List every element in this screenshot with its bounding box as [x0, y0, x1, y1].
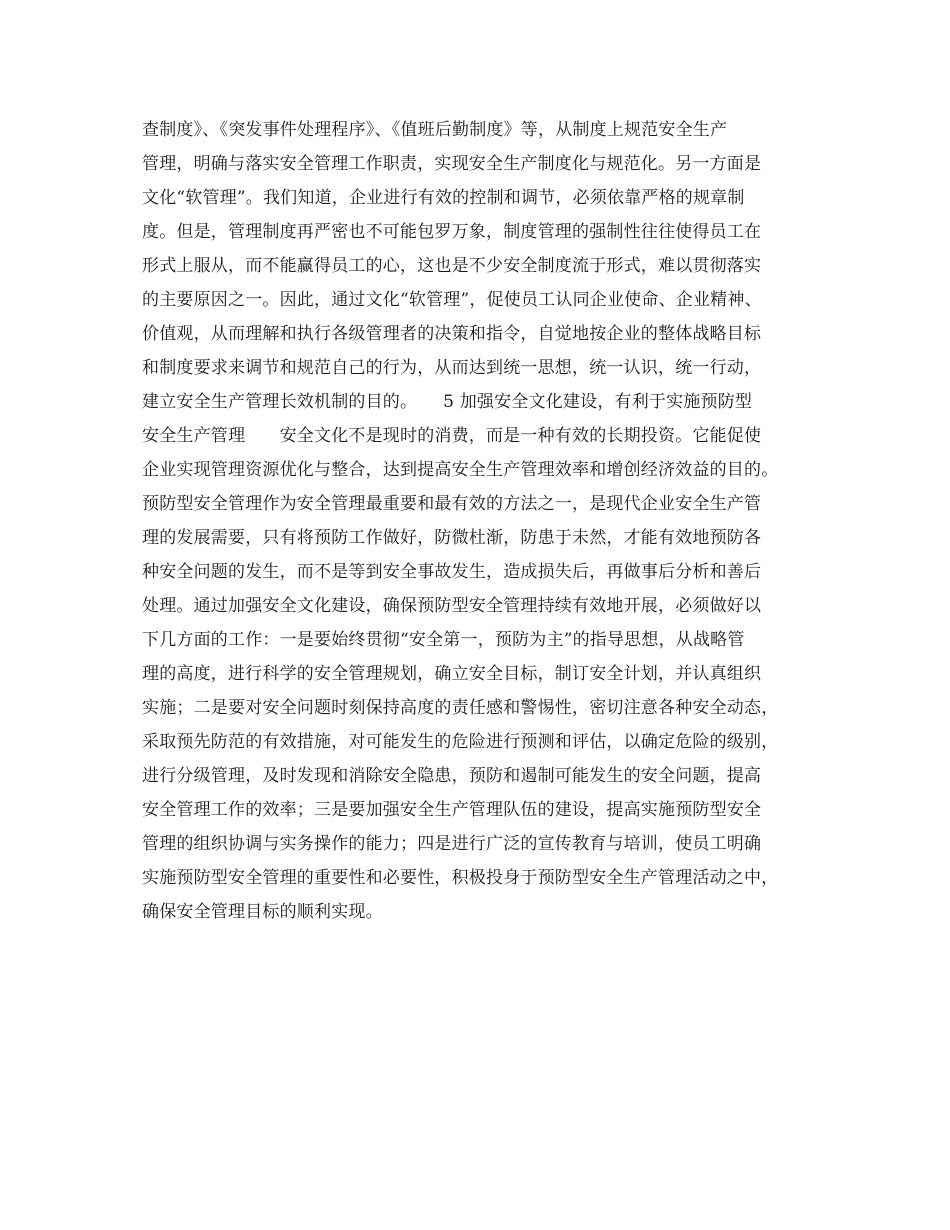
text-line: 理的高度，进行科学的安全管理规划，确立安全目标，制订安全计划，并认真组织: [142, 664, 762, 684]
text-line: 实施预防型安全管理的重要性和必要性，积极投身于预防型安全生产管理活动之中，: [142, 868, 779, 888]
text-line: 采取预先防范的有效措施，对可能发生的危险进行预测和评估，以确定危险的级别，: [142, 732, 779, 752]
text-line: 价值观，从而理解和执行各级管理者的决策和指令，自觉地按企业的整体战略目标: [142, 324, 762, 344]
text-line: 安全管理工作的效率；三是要加强安全生产管理队伍的建设，提高实施预防型安全: [142, 800, 762, 820]
text-line: 文化“软管理”。我们知道，企业进行有效的控制和调节，必须依靠严格的规章制: [142, 188, 745, 208]
body-text: [142, 113, 832, 929]
text-line: 管理，明确与落实安全管理工作职责，实现安全生产制度化与规范化。另一方面是: [142, 154, 762, 174]
text-line: 管理的组织协调与实务操作的能力；四是进行广泛的宣传教育与培训，使员工明确: [142, 834, 762, 854]
text-line: 实施；二是要对安全问题时刻保持高度的责任感和警惕性，密切注意各种安全动态，: [142, 698, 779, 718]
text-line: 安全生产管理 安全文化不是现时的消费，而是一种有效的长期投资。它能促使: [142, 426, 762, 446]
text-line: 和制度要求来调节和规范自己的行为，从而达到统一思想，统一认识，统一行动，: [142, 358, 762, 378]
text-line: 处理。通过加强安全文化建设，确保预防型安全管理持续有效地开展，必须做好以: [142, 596, 762, 616]
text-line: 下几方面的工作：一是要始终贯彻“安全第一，预防为主”的指导思想，从战略管: [142, 630, 745, 650]
text-line: 确保安全管理目标的顺利实现。: [142, 902, 383, 922]
text-line: 度。但是，管理制度再严密也不可能包罗万象，制度管理的强制性往往使得员工在: [142, 222, 762, 242]
text-line: 理的发展需要，只有将预防工作做好，防微杜渐，防患于未然，才能有效地预防各: [142, 528, 762, 548]
text-line: 查制度》、《突发事件处理程序》、《值班后勤制度》等，从制度上规范安全生产: [142, 120, 728, 140]
text-line: 种安全问题的发生，而不是等到安全事故发生，造成损失后，再做事后分析和善后: [142, 562, 762, 582]
text-line: 形式上服从，而不能赢得员工的心，这也是不少安全制度流于形式，难以贯彻落实: [142, 256, 762, 276]
text-line: 的主要原因之一。因此，通过文化“软管理”，促使员工认同企业使命、企业精神、: [142, 290, 762, 310]
text-line: 建立安全生产管理长效机制的目的。 5 加强安全文化建设，有利于实施预防型: [142, 392, 753, 412]
text-line: 进行分级管理，及时发现和消除安全隐患，预防和遏制可能发生的安全问题，提高: [142, 766, 762, 786]
text-line: 企业实现管理资源优化与整合，达到提高安全生产管理效率和增创经济效益的目的。: [142, 460, 779, 480]
text-line: 预防型安全管理作为安全管理最重要和最有效的方法之一，是现代企业安全生产管: [142, 494, 762, 514]
